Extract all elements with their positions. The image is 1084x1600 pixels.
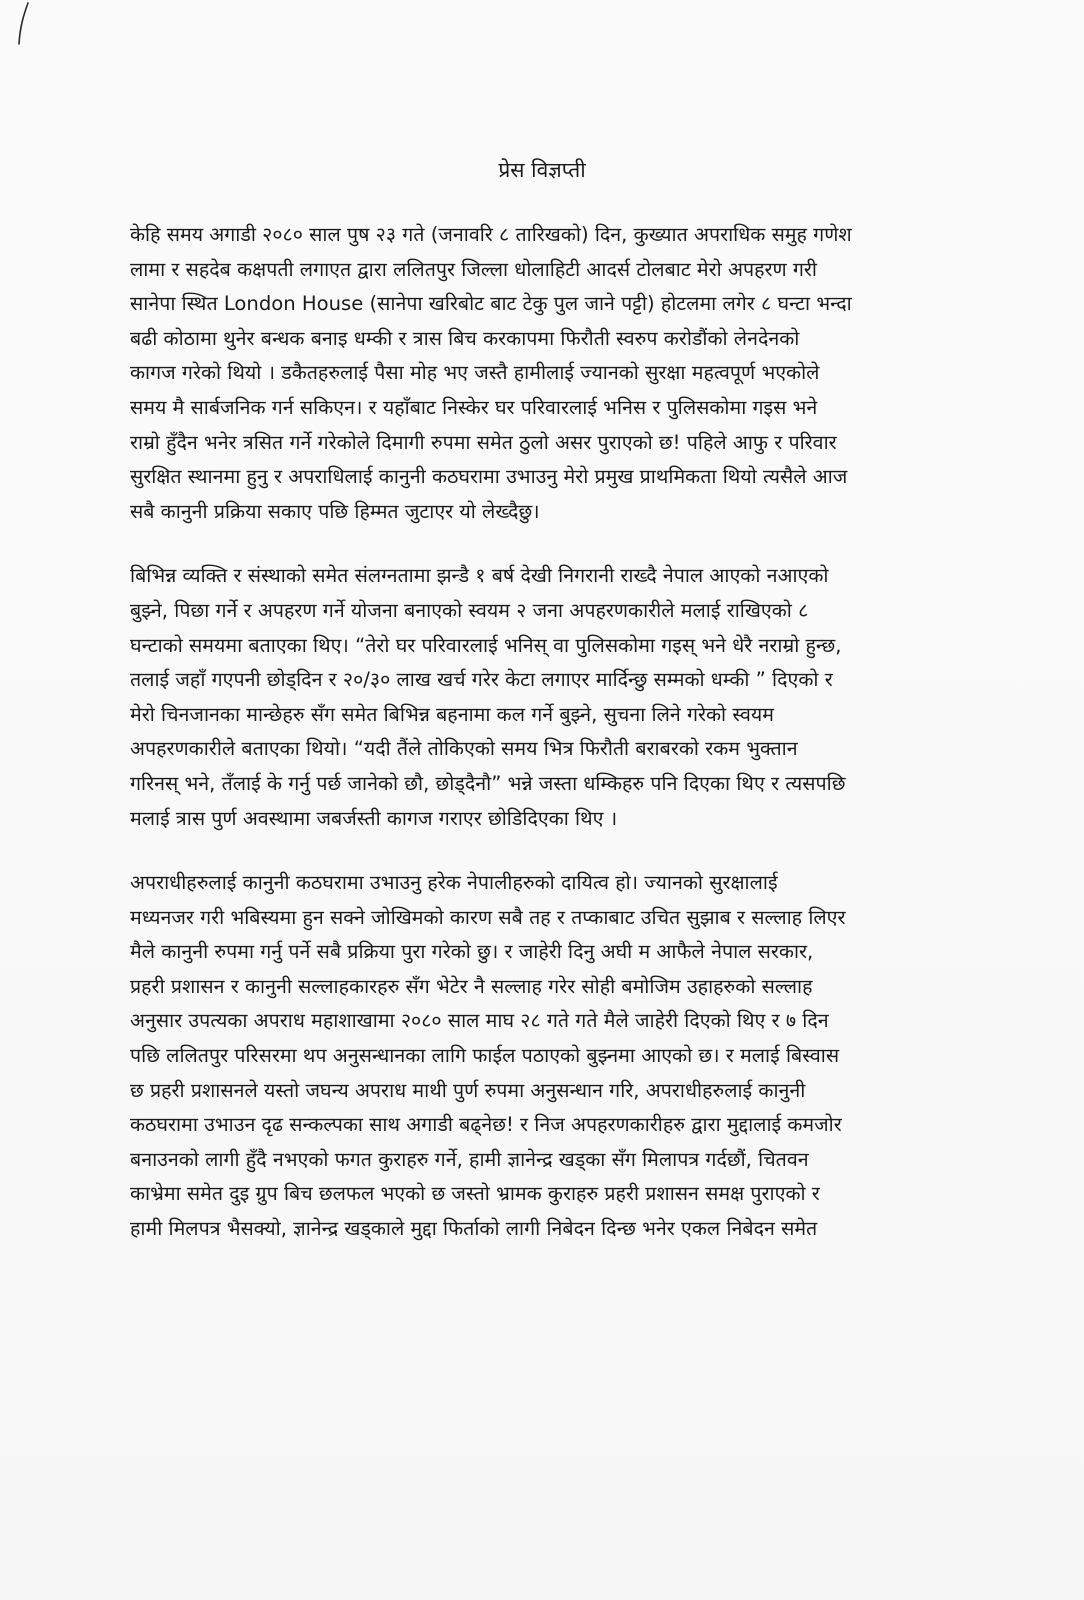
text-line: बुझ्ने, पिछा गर्ने र अपहरण गर्ने योजना बनाएको स्वयम २ जना अपहरणकारीले मलाई राखिएको ८ [130, 598, 809, 622]
text-line: मध्यनजर गरी भबिस्यमा हुन सक्ने जोखिमको कारण सबै तह र तप्काबाट उचित सुझाब र सल्लाह लिएर [130, 905, 846, 929]
paragraph-3 [130, 866, 985, 1247]
text-line: कागज गरेको थियो । डकैतहरुलाई पैसा मोह भए जस्तै हामीलाई ज्यानको सुरक्षा महत्वपूर्ण भएकोले [130, 361, 820, 385]
text-line: सुरक्षित स्थानमा हुनु र अपराधिलाई कानुनी कठघरामा उभाउनु मेरो प्रमुख प्राथमिकता थियो त्यसैले आज [130, 465, 848, 489]
text-line: हामी मिलपत्र भैसक्यो, ज्ञानेन्द्र खड्काले मुद्दा फिर्ताको लागी निबेदन दिन्छ भनेर एकल निबेदन समेत [130, 1217, 818, 1241]
text-line: सानेपा स्थित London House (सानेपा खरिबोट बाट टेकु पुल जाने पट्टी) होटलमा लगेर ८ घन्टा भन्दा [130, 292, 852, 316]
text-line: मैले कानुनी रुपमा गर्नु पर्ने सबै प्रक्रिया पुरा गरेको छु। र जाहेरी दिनु अघी म आफैले नेपाल सरकार, [130, 940, 814, 964]
text-line: काभ्रेमा समेत दुइ ग्रुप बिच छलफल भएको छ जस्तो भ्रामक कुराहरु प्रहरी प्रशासन समक्ष पुराएको र [130, 1182, 820, 1206]
text-line: मेरो चिनजानका मान्छेहरु सँग समेत बिभिन्न बहनामा कल गर्ने बुझ्ने, सुचना लिने गरेको स्वयम [130, 702, 774, 726]
text-line: प्रहरी प्रशासन र कानुनी सल्लाहकारहरु सँग भेटेर नै सल्लाह गरेर सोही बमोजिम उहाहरुको सल्लाह [130, 974, 813, 998]
document-body [130, 218, 985, 1277]
text-line: अनुसार उपत्यका अपराध महाशाखामा २०८० साल माघ २८ गते गते मैले जाहेरी दिएको थिए र ७ दिन [130, 1009, 829, 1033]
text-line: सबै कानुनी प्रक्रिया सकाए पछि हिम्मत जुटाएर यो लेख्दैछु। [130, 499, 540, 523]
text-line: कठघरामा उभाउन दृढ सन्कल्पका साथ अगाडी बढ्नेछ! र निज अपहरणकारीहरु द्वारा मुद्दालाई कमजोर [130, 1113, 842, 1137]
text-line: अपहरणकारीले बताएका थियो। “यदी तैंले तोकिएको समय भित्र फिरौती बराबरको रकम भुक्तान [130, 737, 798, 761]
text-line: बढी कोठामा थुनेर बन्धक बनाइ धम्की र त्रास बिच करकापमा फिरौती स्वरुप करोडौंको लेनदेनको [130, 326, 800, 350]
text-line: पछि ललितपुर परिसरमा थप अनुसन्धानका लागि फाईल पठाएको बुझ्नमा आएको छ। र मलाई बिस्वास [130, 1044, 840, 1068]
pen-stroke-mark [16, 2, 30, 46]
text-line: घन्टाको समयमा बताएका थिए। “तेरो घर परिवारलाई भनिस् वा पुलिसकोमा गइस् भने धेरै नराम्रो हुन्छ, [130, 633, 842, 657]
text-line: बनाउनको लागी हुँदै नभएको फगत कुराहरु गर्ने, हामी ज्ञानेन्द्र खड्का सँग मिलापत्र गर्दछौं, चितवन [130, 1147, 809, 1171]
paragraph-1 [130, 218, 985, 529]
text-line: बिभिन्न व्यक्ति र संस्थाको समेत संलग्नतामा झन्डै १ बर्ष देखी निगरानी राख्दै नेपाल आएको नआएको [130, 564, 829, 588]
text-line: अपराधीहरुलाई कानुनी कठघरामा उभाउनु हरेक नेपालीहरुको दायित्व हो। ज्यानको सुरक्षालाई [130, 871, 778, 895]
page-title: प्रेस विज्ञप्ती [498, 158, 586, 182]
text-line: तलाई जहाँ गएपनी छोड्दिन र २०/३० लाख खर्च गरेर केटा लगाएर मार्दिन्छु सम्मको धम्की ” दिएको र [130, 668, 833, 692]
text-line: छ प्रहरी प्रशासनले यस्तो जघन्य अपराध माथी पुर्ण रुपमा अनुसन्धान गरि, अपराधीहरुलाई कानुनी [130, 1078, 806, 1102]
paragraph-2 [130, 559, 985, 836]
text-line: समय मै सार्बजनिक गर्न सकिएन। र यहाँबाट निस्केर घर परिवारलाई भनिस र पुलिसकोमा गइस भने [130, 395, 818, 419]
text-line: राम्रो हुँदैन भनेर त्रसित गर्ने गरेकोले दिमागी रुपमा समेत ठुलो असर पुराएको छ! पहिले आफु र परिवार [130, 430, 837, 454]
text-line: लामा र सहदेब कक्षपती लगाएत द्वारा ललितपुर जिल्ला धोलाहिटी आदर्स टोलबाट मेरो अपहरण गरी [130, 257, 818, 281]
text-line: केहि समय अगाडी २०८० साल पुष २३ गते (जनावरि ८ तारिखको) दिन, कुख्यात अपराधिक समुह गणेश [130, 223, 852, 246]
text-line: मलाई त्रास पुर्ण अवस्थामा जबर्जस्ती कागज गराएर छोडिदिएका थिए । [130, 806, 618, 830]
text-line: गरिनस् भने, तँलाई के गर्नु पर्छ जानेको छौ, छोड्दैनौ” भन्ने जस्ता धम्किहरु पनि दिएका थिए र त्यसपछि [130, 771, 846, 795]
